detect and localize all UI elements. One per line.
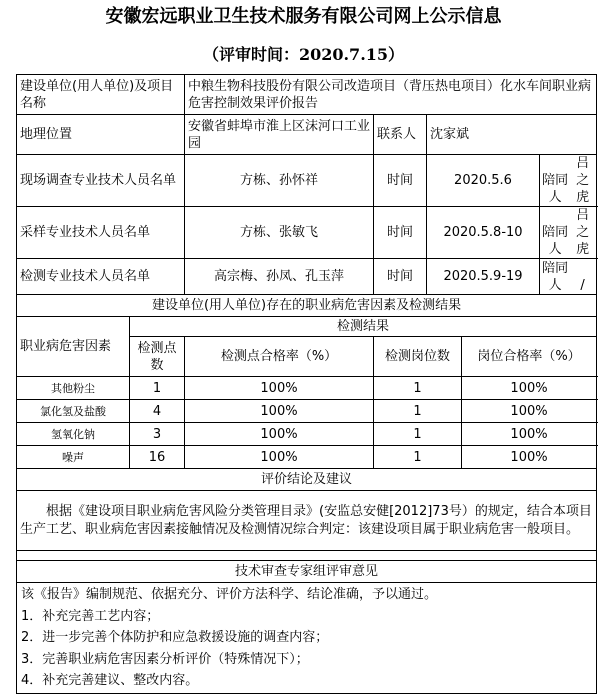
personnel-label: 检测专业技术人员名单 bbox=[17, 259, 185, 295]
posts: 1 bbox=[374, 400, 462, 423]
accompany-value: 吕之虎 bbox=[576, 156, 590, 205]
accompany bbox=[540, 155, 597, 207]
post-rate: 100% bbox=[462, 400, 597, 423]
review-item: 1．补充完善工艺内容； bbox=[21, 608, 160, 624]
time-label: 时间 bbox=[374, 207, 427, 259]
spacer-row bbox=[17, 551, 597, 561]
time-label: 时间 bbox=[374, 155, 427, 207]
personnel-label: 现场调查专业技术人员名单 bbox=[17, 155, 185, 207]
contact-label: 联系人 bbox=[374, 115, 427, 155]
spacer-cell bbox=[17, 551, 597, 561]
review-date: （评审时间：2020.7.15） bbox=[202, 45, 405, 64]
point-rate: 100% bbox=[185, 400, 374, 423]
unit-value: 中粮生物科技股份有限公司改造项目（背压热电项目）化水车间职业病危害控制效果评价报告 bbox=[185, 75, 597, 115]
location-row bbox=[17, 115, 597, 155]
posts: 1 bbox=[374, 446, 462, 469]
factor-name: 氢氧化钠 bbox=[17, 423, 130, 446]
accompany-value: 吕之虎 bbox=[576, 208, 590, 257]
column-header: 检测点合格率（%） bbox=[185, 337, 374, 377]
column-header: 检测岗位数 bbox=[374, 337, 462, 377]
table-row bbox=[17, 423, 597, 446]
accompany bbox=[540, 259, 597, 295]
time-value: 2020.5.6 bbox=[427, 155, 540, 207]
table-row bbox=[17, 377, 597, 400]
review-list bbox=[17, 583, 597, 694]
accompany-value: / bbox=[580, 277, 585, 293]
accompany bbox=[540, 207, 597, 259]
points: 16 bbox=[130, 446, 185, 469]
personnel-row bbox=[17, 259, 597, 295]
factor-name: 氯化氢及盐酸 bbox=[17, 400, 130, 423]
review-item: 2．进一步完善个体防护和应急救援设施的调查内容； bbox=[21, 630, 329, 645]
page-title: 安徽宏远职业卫生技术服务有限公司网上公示信息 bbox=[105, 6, 502, 27]
conclusion-row bbox=[17, 491, 597, 551]
factor-name: 其他粉尘 bbox=[17, 377, 130, 400]
accompany-label: 陪同人 bbox=[542, 225, 569, 257]
table-row bbox=[17, 400, 597, 423]
location-label: 地理位置 bbox=[17, 115, 185, 155]
detect-header: 检测结果 bbox=[130, 317, 597, 337]
points: 3 bbox=[130, 423, 185, 446]
personnel-row bbox=[17, 207, 597, 259]
column-header: 检测点数 bbox=[130, 337, 185, 377]
review-item: 该《报告》编制规范、依据充分、评价方法科学、结论准确，予以通过。 bbox=[21, 587, 438, 602]
results-header-row bbox=[17, 317, 597, 337]
accompany-label: 陪同人 bbox=[542, 173, 569, 205]
project-row bbox=[17, 75, 597, 115]
contact-value: 沈家斌 bbox=[427, 115, 597, 155]
location-value: 安徽省蚌埠市淮上区沫河口工业园 bbox=[185, 115, 374, 155]
personnel-names: 高宗梅、孙凤、孔玉萍 bbox=[185, 259, 374, 295]
posts: 1 bbox=[374, 377, 462, 400]
section-header bbox=[17, 469, 597, 491]
posts: 1 bbox=[374, 423, 462, 446]
points: 4 bbox=[130, 400, 185, 423]
personnel-row bbox=[17, 155, 597, 207]
personnel-names: 方栋、张敏飞 bbox=[185, 207, 374, 259]
post-rate: 100% bbox=[462, 423, 597, 446]
conclusion-title: 评价结论及建议 bbox=[17, 469, 597, 491]
point-rate: 100% bbox=[185, 377, 374, 400]
factor-header: 职业病危害因素 bbox=[17, 317, 130, 377]
section-header bbox=[17, 561, 597, 583]
review-title: 技术审查专家组评审意见 bbox=[17, 561, 597, 583]
results-title: 建设单位(用人单位)存在的职业病危害因素及检测结果 bbox=[17, 295, 597, 317]
personnel-label: 采样专业技术人员名单 bbox=[17, 207, 185, 259]
time-value: 2020.5.9-19 bbox=[427, 259, 540, 295]
points: 1 bbox=[130, 377, 185, 400]
info-table bbox=[16, 74, 597, 694]
review-row bbox=[17, 583, 597, 694]
table-row bbox=[17, 446, 597, 469]
section-header bbox=[17, 295, 597, 317]
personnel-names: 方栋、孙怀祥 bbox=[185, 155, 374, 207]
review-item: 3．完善职业病危害因素分析评价（特殊情况下）； bbox=[21, 651, 309, 667]
point-rate: 100% bbox=[185, 446, 374, 469]
conclusion-text: 根据《建设项目职业病危害风险分类管理目录》(安监总安健[2012]73号）的规定，结合本项目生产工艺、职业病危害因素接触情况及检测情况综合判定：该建设项目属于职业病危害一般项目。 bbox=[17, 491, 597, 551]
unit-label: 建设单位(用人单位)及项目名称 bbox=[17, 75, 185, 115]
column-header: 岗位合格率（%） bbox=[462, 337, 597, 377]
point-rate: 100% bbox=[185, 423, 374, 446]
accompany-label: 陪同人 bbox=[542, 260, 569, 293]
post-rate: 100% bbox=[462, 377, 597, 400]
review-item: 4．补充完善建议、整改内容。 bbox=[21, 673, 199, 688]
post-rate: 100% bbox=[462, 446, 597, 469]
time-value: 2020.5.8-10 bbox=[427, 207, 540, 259]
time-label: 时间 bbox=[374, 259, 427, 295]
factor-name: 噪声 bbox=[17, 446, 130, 469]
